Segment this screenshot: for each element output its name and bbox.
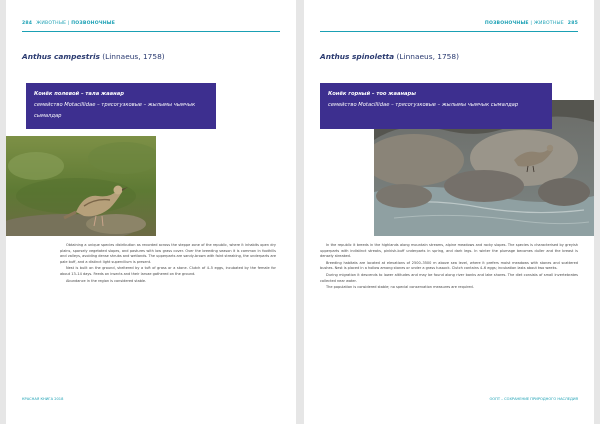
- right-page-number: 285: [567, 21, 578, 26]
- left-running-head: 284 ЖИВОТНЫЕ | ПОЗВОНОЧНЫЕ: [22, 21, 116, 26]
- right-species-name-bar: [320, 83, 552, 129]
- left-page: [6, 0, 296, 424]
- right-family-name: семейство Motacillidae – трясогузковые – жылымы чымчык сымалдар: [328, 102, 519, 108]
- right-footer: ООПТ – СОХРАНЕНИЕ ПРИРОДНОГО НАСЛЕДИЯ: [489, 397, 578, 401]
- left-photo-pipit: [6, 136, 156, 236]
- pipit-photo-illustration: [6, 136, 156, 236]
- left-family-name: семейство Motacillidae – трясогузковые – жылымы чымчык сымалдар: [34, 102, 196, 119]
- right-common-name: Конёк горный – тоо жаанары: [328, 91, 416, 97]
- right-paragraph-4: The population is considered stable; no special conservation measures are required.: [326, 285, 474, 290]
- left-common-name: Конёк полевой – тала жаанар: [34, 91, 124, 97]
- left-paragraph-1: Obtaining a unique species distribution as recorded across the steppe zone of the republic, where it inhabits open dry plains, sparsely vegetated slopes, and pastures with low grass cover. Over the breeding season it is common in foothills and valleys, avoiding dense shrubs and wetlands. The upperparts are sandy-brown with faint streaking, the underparts are pale buff, and a distinct light supercilium is present.: [60, 243, 276, 264]
- right-page: [304, 0, 594, 424]
- right-running-head: ПОЗВОНОЧНЫЕ | ЖИВОТНЫЕ 285: [484, 21, 578, 26]
- right-paragraph-2: Breeding habitats are located at elevations of 2500–3500 m above sea level, where it prefers moist meadows with stones and scattered bushes. Nest is placed in a hollow among stones or under a grass tussock. Clutch contains 4–6 eggs; incubation lasts about two weeks.: [320, 260, 578, 271]
- left-body-text: [60, 243, 276, 285]
- left-species-name-bar: [26, 83, 216, 129]
- left-species-author: (Linnaeus, 1758): [102, 52, 165, 61]
- right-species-author: (Linnaeus, 1758): [396, 52, 459, 61]
- right-paragraph-1: In the republic it breeds in the highlands along mountain streams, alpine meadows and rocky slopes. The species is characterised by greyish upperparts with indistinct streaks, pinkish-buff underparts in spring, and dark legs. In winter the plumage becomes duller and the breast is densely streaked.: [320, 243, 578, 259]
- right-paragraph-3: During migration it descends to lower altitudes and may be found along river banks and lake shores. The diet consists of small invertebrates collected near water.: [320, 272, 578, 283]
- left-paragraph-3: Abundance in the region is considered stable.: [66, 278, 147, 283]
- right-subsection: ПОЗВОНОЧНЫЕ: [484, 21, 529, 26]
- left-footer: КРАСНАЯ КНИГА 2018: [22, 397, 64, 401]
- left-page-number: 284: [22, 21, 33, 26]
- left-header-rule: [22, 31, 280, 32]
- right-species-latin: Anthus spinoletta: [320, 52, 395, 61]
- left-paragraph-2: Nest is built on the ground, sheltered by a tuft of grass or a stone. Clutch of 4–5 eggs, incubated by the female for about 13–14 days. Feeds on insects and their larvae gathered on the ground.: [60, 266, 276, 276]
- left-section: ЖИВОТНЫЕ: [36, 21, 67, 26]
- left-species-latin: Anthus campestris: [22, 52, 100, 61]
- right-species-title: [320, 52, 459, 61]
- right-section: ЖИВОТНЫЕ: [533, 21, 564, 26]
- left-species-title: [22, 52, 165, 61]
- right-header-rule: [320, 31, 578, 32]
- right-body-text: [320, 243, 578, 292]
- left-subsection: ПОЗВОНОЧНЫЕ: [71, 21, 116, 26]
